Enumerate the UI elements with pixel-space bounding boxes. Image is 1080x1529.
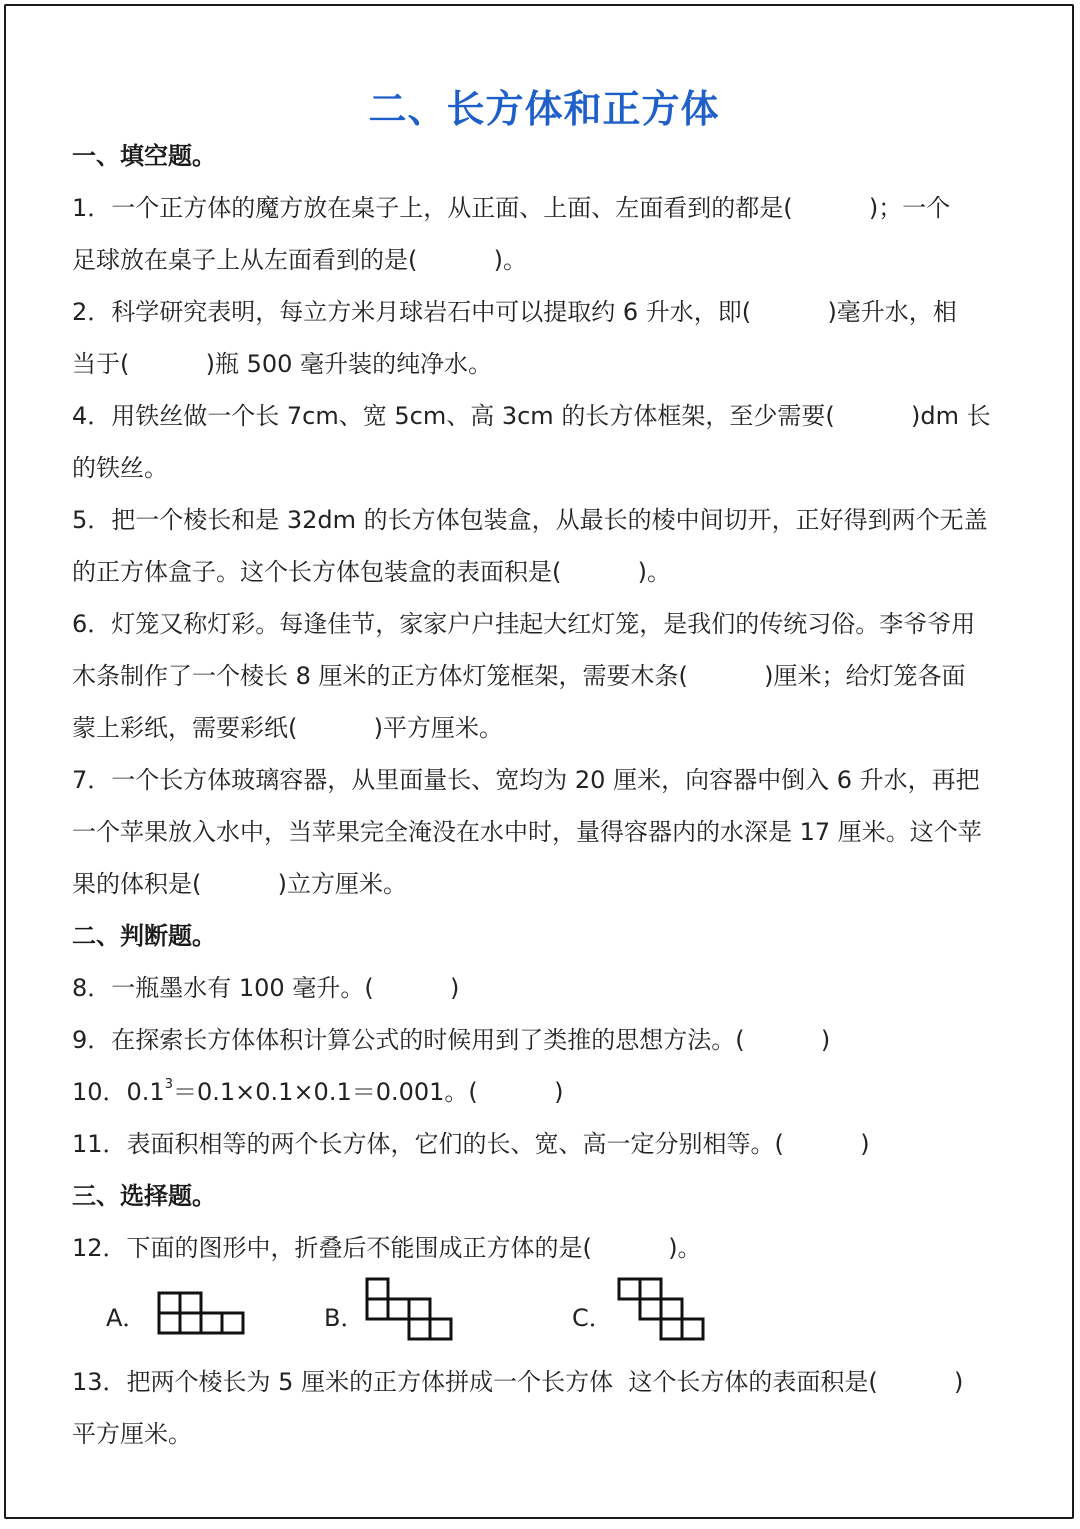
question-11: 11．表面积相等的两个长方体，它们的长、宽、高一定分别相等。( ) [72,1130,870,1158]
question-10-rest: ＝0.1×0.1×0.1＝0.001。( ) [173,1078,564,1106]
question-7-line-2: 一个苹果放入水中，当苹果完全淹没在水中时，量得容器内的水深是 17 厘米。这个苹 [72,818,982,846]
option-a-net-figure [156,1290,248,1338]
question-7-line-1: 7．一个长方体玻璃容器，从里面量长、宽均为 20 厘米，向容器中倒入 6 升水，再把 [72,766,980,794]
option-b-label: B． [324,1304,365,1332]
option-c-net-figure [616,1276,708,1344]
question-9: 9．在探索长方体体积计算公式的时候用到了类推的思想方法。( ) [72,1026,831,1054]
option-b-net-figure [364,1276,456,1344]
question-13-line-1: 13．把两个棱长为 5 厘米的正方体拼成一个长方体 这个长方体的表面积是( ) [72,1368,964,1396]
question-4-line-2: 的铁丝。 [72,454,168,482]
worksheet-page [4,4,1074,1519]
question-6-line-2: 木条制作了一个棱长 8 厘米的正方体灯笼框架，需要木条( )厘米；给灯笼各面 [72,662,966,690]
question-5-line-1: 5．把一个棱长和是 32dm 的长方体包装盒，从最长的棱中间切开，正好得到两个无盖 [72,506,988,534]
question-1-line-2: 足球放在桌子上从左面看到的是( )。 [72,246,528,274]
question-6-line-1: 6．灯笼又称灯彩。每逢佳节，家家户户挂起大红灯笼，是我们的传统习俗。李爷爷用 [72,610,976,638]
question-5-line-2: 的正方体盒子。这个长方体包装盒的表面积是( )。 [72,558,672,586]
question-1-line-1: 1．一个正方体的魔方放在桌子上，从正面、上面、左面看到的都是( )；一个 [72,194,951,222]
question-13-line-2: 平方厘米。 [72,1420,192,1448]
section-fill-in: 一、填空题。 [72,142,216,170]
question-10-exponent: 3 [164,1077,173,1092]
question-12: 12．下面的图形中，折叠后不能围成正方体的是( )。 [72,1234,702,1262]
question-7-line-3: 果的体积是( )立方厘米。 [72,870,408,898]
page-title: 二、长方体和正方体 [368,87,720,131]
option-c-label: C． [572,1304,613,1332]
option-a-label: A． [106,1304,147,1332]
question-8: 8．一瓶墨水有 100 毫升。( ) [72,974,460,1002]
section-true-false: 二、判断题。 [72,922,216,950]
question-10-base: 10．0.1 [72,1078,165,1106]
section-multiple-choice: 三、选择题。 [72,1182,216,1210]
question-6-line-3: 蒙上彩纸，需要彩纸( )平方厘米。 [72,714,504,742]
question-4-line-1: 4．用铁丝做一个长 7cm、宽 5cm、高 3cm 的长方体框架，至少需要( )dm 长 [72,402,991,430]
question-10 [72,1072,563,1107]
question-2-line-2: 当于( )瓶 500 毫升装的纯净水。 [72,350,493,378]
question-2-line-1: 2．科学研究表明，每立方米月球岩石中可以提取约 6 升水，即( )毫升水，相 [72,298,957,326]
